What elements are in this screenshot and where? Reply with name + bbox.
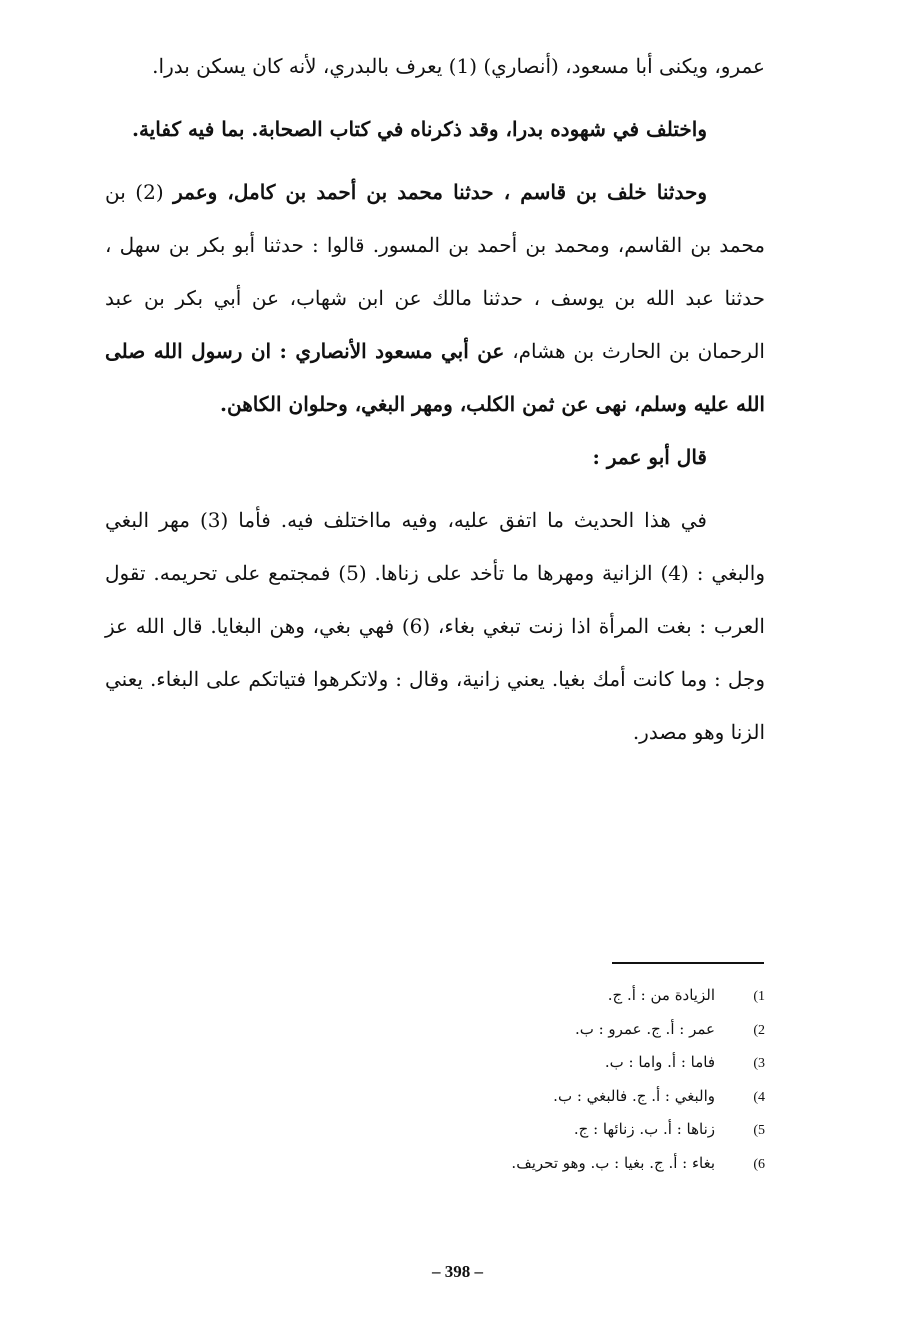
- footnote-item: [105, 986, 765, 1020]
- footnote-text: عمر : أ. ج. عمرو : ب.: [574, 1019, 715, 1038]
- footnote-separator: [612, 962, 764, 964]
- paragraph-3: [105, 166, 765, 431]
- footnote-item: [105, 1154, 765, 1188]
- footnote-text: والبغي : أ. ج. فالبغي : ب.: [553, 1086, 715, 1105]
- footnote-item: [105, 1020, 765, 1054]
- footnote-text: بغاء : أ. ج. بغيا : ب. وهو تحريف.: [511, 1153, 715, 1172]
- paragraph-4: في هذا الحديث ما اتفق عليه، وفيه مااختلف فيه. فأما (3) مهر البغي والبغي : (4) الزانية ومهرها ما تأخد على زناها. (5) فمجتمع على تحريمه. تقول العرب : بغت المرأة اذا زنت تبغي بغاء، (6) فهي بغي، وهن البغايا. قال الله عز وجل : وما كانت أمك بغيا. يعني زانية، وقال : ولاتكرهوا فتياتكم على البغاء. يعني الزنا وهو مصدر.: [105, 508, 765, 744]
- main-text: [105, 40, 765, 759]
- isnad-normal: (2) بن محمد بن القاسم، ومحمد بن أحمد بن المسور. قالوا : حدثنا أبو بكر بن سهل ، حدثنا عبد الله بن يوسف ، حدثنا مالك عن ابن شهاب، عن أبي بكر بن عبد الرحمان بن الحارث بن هشام،: [105, 180, 765, 363]
- footnote-text: فاما : أ. واما : ب.: [604, 1053, 715, 1071]
- footnote-number: 3): [753, 1056, 765, 1071]
- footnote-number: 4): [753, 1089, 765, 1105]
- section-heading: قال أبو عمر :: [592, 445, 707, 469]
- hadith-text: عن أبي مسعود الأنصاري : ان رسول الله صلى الله عليه وسلم، نهى عن ثمن الكلب، ومهر البغي، وحلوان الكاهن.: [105, 339, 765, 416]
- isnad-bold-start: وحدثنا خلف بن قاسم ، حدثنا محمد بن أحمد بن كامل، وعمر: [173, 180, 707, 204]
- footnote-text: زناها : أ. ب. زنائها : ج.: [573, 1120, 715, 1138]
- footnote-item: [105, 1120, 765, 1154]
- footnote-number: 1): [753, 989, 765, 1004]
- paragraph-2: واختلف في شهوده بدرا، وقد ذكرناه في كتاب الصحابة. بما فيه كفاية.: [132, 117, 707, 141]
- footnote-text: الزيادة من : أ. ج.: [607, 986, 715, 1004]
- footnote-number: 2): [753, 1022, 765, 1038]
- footnote-item: [105, 1053, 765, 1087]
- footnote-item: [105, 1087, 765, 1121]
- paragraph-1: عمرو، ويكنى أبا مسعود، (أنصاري) (1) يعرف بالبدري، لأنه كان يسكن بدرا.: [152, 54, 765, 78]
- footnotes: [105, 986, 765, 1187]
- page-number: – 398 –: [432, 1262, 483, 1281]
- footnote-number: 6): [753, 1156, 765, 1172]
- footnote-number: 5): [753, 1123, 765, 1138]
